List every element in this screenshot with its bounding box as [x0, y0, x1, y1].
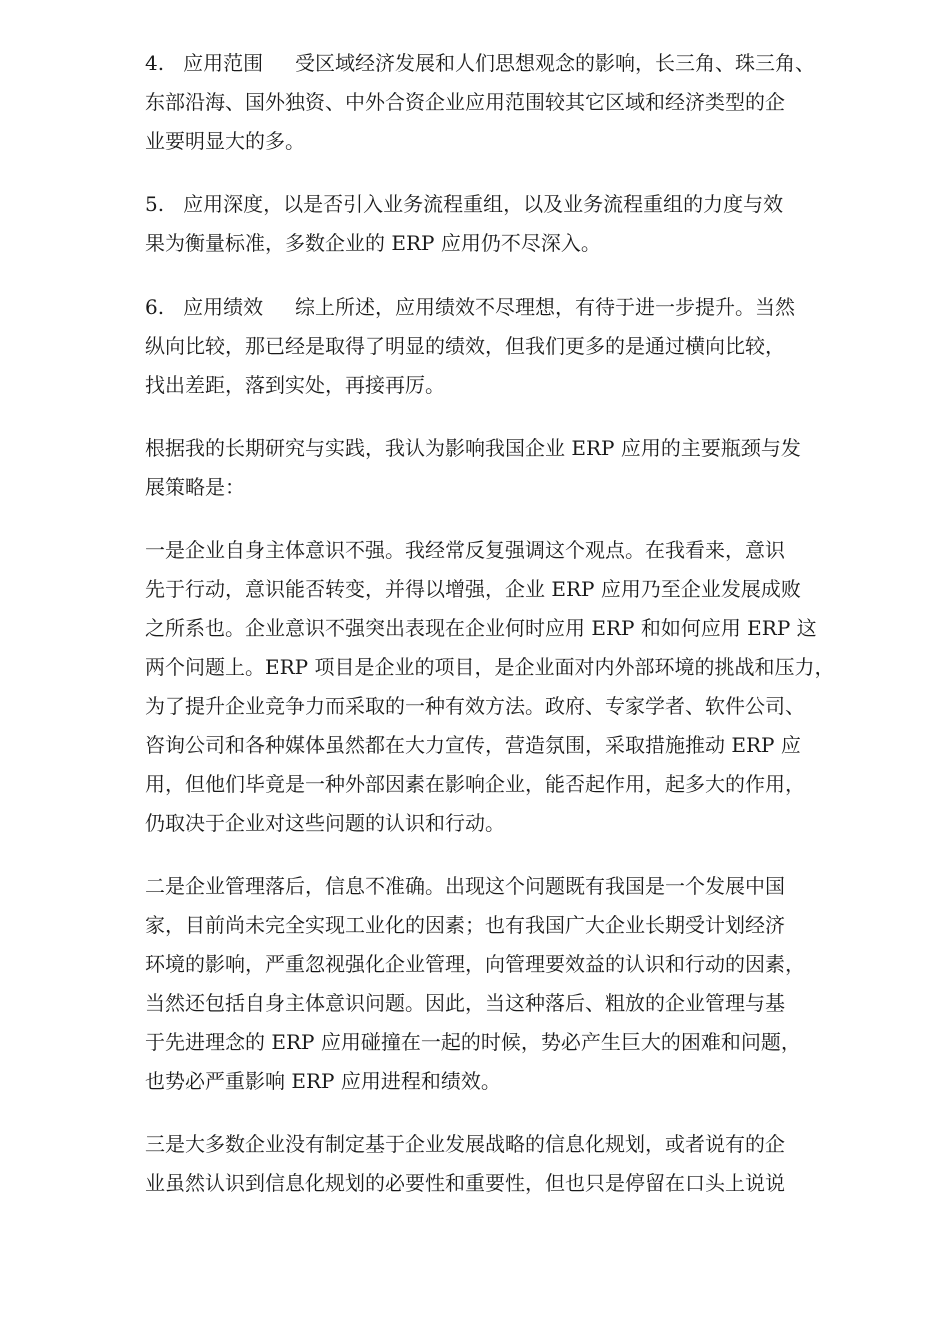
text-line: 展策略是：	[145, 475, 245, 499]
text-line: 业虽然认识到信息化规划的必要性和重要性，但也只是停留在口头上说说	[145, 1171, 785, 1195]
text-line: 一是企业自身主体意识不强。我经常反复强调这个观点。在我看来，意识	[145, 538, 785, 562]
text-line: 业要明显大的多。	[145, 129, 305, 153]
text-line: 环境的影响，严重忽视强化企业管理，向管理要效益的认识和行动的因素，	[145, 952, 805, 976]
text-line: 果为衡量标准，多数企业的 ERP 应用仍不尽深入。	[145, 231, 601, 255]
text-line: 先于行动，意识能否转变，并得以增强，企业 ERP 应用乃至企业发展成败	[145, 577, 801, 601]
text-line: 二是企业管理落后，信息不准确。出现这个问题既有我国是一个发展中国	[145, 874, 785, 898]
text-line: 咨询公司和各种媒体虽然都在大力宣传，营造氛围，采取措施推动 ERP 应	[145, 733, 801, 757]
text-line: 6. 应用绩效 综上所述，应用绩效不尽理想，有待于进一步提升。当然	[145, 295, 795, 319]
text-line: 仍取决于企业对这些问题的认识和行动。	[145, 811, 505, 835]
text-line: 东部沿海、国外独资、中外合资企业应用范围较其它区域和经济类型的企	[145, 90, 785, 114]
text-line: 也势必严重影响 ERP 应用进程和绩效。	[145, 1069, 501, 1093]
text-line: 于先进理念的 ERP 应用碰撞在一起的时候，势必产生巨大的困难和问题，	[145, 1030, 801, 1054]
text-line: 为了提升企业竞争力而采取的一种有效方法。政府、专家学者、软件公司、	[145, 694, 805, 718]
text-line: 找出差距，落到实处，再接再厉。	[145, 373, 445, 397]
text-line: 用，但他们毕竟是一种外部因素在影响企业，能否起作用，起多大的作用，	[145, 772, 805, 796]
text-line: 4. 应用范围 受区域经济发展和人们思想观念的影响，长三角、珠三角、	[145, 51, 815, 75]
text-line: 纵向比较，那已经是取得了明显的绩效，但我们更多的是通过横向比较，	[145, 334, 785, 358]
text-line: 三是大多数企业没有制定基于企业发展战略的信息化规划，或者说有的企	[145, 1132, 785, 1156]
text-line: 根据我的长期研究与实践，我认为影响我国企业 ERP 应用的主要瓶颈与发	[145, 436, 801, 460]
text-line: 家，目前尚未完全实现工业化的因素；也有我国广大企业长期受计划经济	[145, 913, 785, 937]
text-line: 当然还包括自身主体意识问题。因此，当这种落后、粗放的企业管理与基	[145, 991, 785, 1015]
text-line: 两个问题上。ERP 项目是企业的项目，是企业面对内外部环境的挑战和压力，	[145, 655, 835, 679]
text-line: 之所系也。企业意识不强突出表现在企业何时应用 ERP 和如何应用 ERP 这	[145, 616, 817, 640]
text-line: 5. 应用深度，以是否引入业务流程重组，以及业务流程重组的力度与效	[145, 192, 784, 216]
